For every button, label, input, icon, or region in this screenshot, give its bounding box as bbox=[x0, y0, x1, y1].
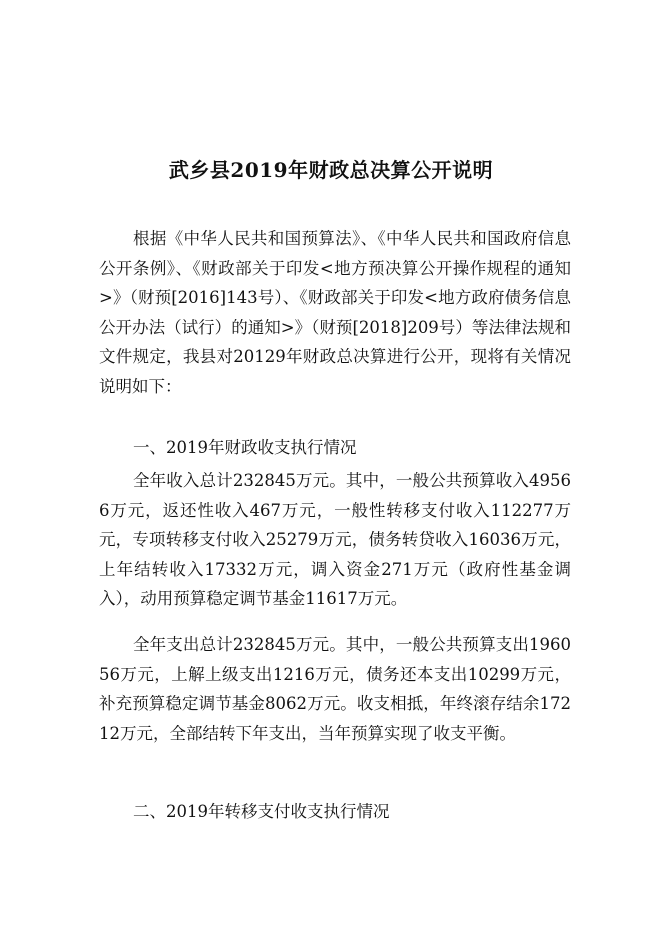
section-1-heading: 一、2019年财政收支执行情况 bbox=[133, 438, 357, 457]
expenditure-paragraph: 全年支出总计232845万元。其中，一般公共预算支出196056万元，上解上级支出1216万元，债务还本支出10299万元，补充预算稳定调节基金8062万元。收支相抵，年终滚存结余17212万元，全部结转下年支出，当年预算实现了收支平衡。 bbox=[99, 635, 571, 743]
document-title: 武乡县2019年财政总决算公开说明 bbox=[168, 158, 494, 182]
revenue-paragraph: 全年收入总计232845万元。其中，一般公共预算收入49566万元，返还性收入467万元，一般性转移支付收入112277万元，专项转移支付收入25279万元，债务转贷收入16036万元，上年结转收入17332万元，调入资金271万元（政府性基金调入），动用预算稳定调节基金11617万元。 bbox=[99, 471, 571, 609]
intro-paragraph: 根据《中华人民共和国预算法》、《中华人民共和国政府信息公开条例》、《财政部关于印发<地方预决算公开操作规程的通知>》（财预[2016]143号）、《财政部关于印发<地方政府债务信息公开办法（试行）的通知>》（财预[2018]209号）等法律法规和文件规定，我县对20129年财政总决算进行公开，现将有关情况说明如下： bbox=[99, 229, 571, 396]
section-2-heading: 二、2019年转移支付收支执行情况 bbox=[133, 802, 390, 821]
